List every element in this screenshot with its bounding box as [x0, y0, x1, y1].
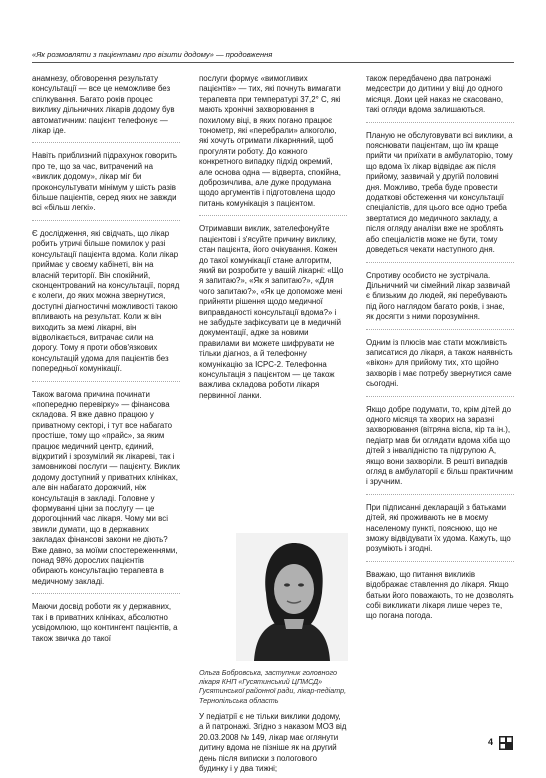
paragraph: Одним із плюсів має стати можливість записатися до лікаря, а також наявність «вікон» для прийому тих, хто щойно захворів і має потребу звернутися саме сьогодні.: [366, 338, 514, 397]
column-2: [199, 74, 347, 415]
paragraph: Навіть приблизний підрахунок говорить про те, що за час, витрачений на «виклик додому», лікар міг би проконсультувати мінімум у шість разів більше пацієнтів, серед яких не завжди всі «більш легкі».: [32, 151, 180, 220]
paragraph: Отримавши виклик, зателефонуйте пацієнтові і з'ясуйте причину виклику, стан пацієнта, його очікування. Кожен до такої комунікації стане алгоритм, який ви розробите у вашій лікарні: «Що я запитаю?», «Як я запитаю?», «Для чого запитаю?», «Як це допоможе мені прийняти рішення щодо медичної виправданості консультації вдома?» і не забудьте зафіксувати це в медичній документації, адже за новими правилами ви можете шифрувати не тільки діагноз, а й телефонну комунікацію за ICPC-2. Телефонна консультація з пацієнтом — це також важлива складова роботи лікаря первинної ланки.: [199, 224, 344, 400]
paragraph: також передбачено два патронажі медсестри до дитини у віці до одного місяця. Доки цей наказ не скасовано, такі огляди вдома залишаються.: [366, 74, 514, 123]
paragraph: Спротиву особисто не зустрічала. Дільничний чи сімейний лікар зазвичай є близьким до людей, які перебувають під його наглядом багато років, і знає, як досягти з ними порозуміння.: [366, 271, 514, 330]
portrait-photo: [236, 533, 348, 661]
column-3: [366, 74, 514, 636]
paragraph: послуги формує «вимогливих пацієнтів» — тих, які почнуть вимагати терапевта при температурі 37,2° С, які мають хронічні захворювання в похилому віці, в яких погано працює тонометр, які «перебрали» алкоголю, які хочуть отримати лікарняний, щоб прогуляти роботу. До кожного конкретного випадку підхід окремий, але основа одна — відверта, спокійна, доброзичлива, але дуже продумана щодо аргументів і підготовлена щодо питань комунікація з пацієнтом.: [199, 74, 347, 216]
column-1: [32, 74, 180, 658]
paragraph: Також вагома причина починати «попередню перевірку» — фінансова складова. Я вже давно працюю у приватному секторі, і тут все набагато простіше, тому що «прайс», за яким працює медичний центр, єдиний, відкритий і зрозумілий як лікареві, так і замовникові послуги — пацієнту. Виклик додому доступний у приватних клініках, але він набагато дорожчий, ніж консультація в закладі. Головне у формуванні ціни за послугу — це дорогоцінний час лікаря. Чому ми всі звикли думати, що в державних закладах фінансові закони не діють? Вже давно, за моїми спостереженнями, понад 98% дорослих пацієнтів обирають консультацію терапевта в медичному закладі.: [32, 390, 180, 595]
running-header: «Як розмовляти з пацієнтами про візити додому» — продовження: [32, 50, 273, 59]
paragraph: анамнезу, обговорення результату консультації — все це неможливе без спілкування. Багато років процес виклику дільничних лікарів додому був автоматичним: пацієнт телефонує — лікар іде.: [32, 74, 180, 143]
paragraph: У педіатрії є не тільки виклики додому, а й патронажі. Згідно з наказом МОЗ від 20.03.2008 № 149, лікар має оглянути дитину вдома не пізніше як на другий день після виписки з пологового будинку і у два тижні;: [199, 712, 347, 774]
photo-caption: Ольга Бобровська, заступник головного лікаря КНП «Гусятинський ЦПМСД» Гусятинської районної ради, лікар-педіатр, Тернопільська область: [199, 668, 347, 705]
grid-corner-icon: [499, 736, 513, 750]
header-divider: [32, 62, 514, 63]
paragraph: При підписанні декларацій з батьками дітей, які проживають не в моєму населеному пункті, пояснюю, що не зможу відвідувати їх удома. Кажуть, що розуміють і згодні.: [366, 503, 514, 562]
portrait-photo-icon: [236, 533, 348, 661]
paragraph: Вважаю, що питання викликів відображає ставлення до лікаря. Якщо батьки його поважають, то не дозволять собі викликати лікаря лише через те, що погана погода.: [366, 569, 514, 621]
page-number: 4: [488, 737, 494, 747]
paragraph: Є дослідження, які свідчать, що лікар робить утричі більше помилок у разі консультації пацієнта вдома. Коли лікар приймає у своєму кабінеті, він на власній території. Він спокійний, сконцентрований на консультації, поряд є колеги, до яких можна звернутися, доступні діагностичні можливості такою впливають на результат. Коли ж він виходить за межі лікарні, він відволікається, витрачає сили на дорогу. Тому я проти обов'язкових консультацій удома для пацієнтів без попередньої комунікації.: [32, 229, 180, 382]
paragraph: Планую не обслуговувати всі виклики, а пояснювати пацієнтам, що їм краще прийти чи приїхати в амбулаторію, тому що вдома їх лікар відвідає аж після прийому, зазвичай у другій половині дня. Можливо, треба буде провести додаткові обстеження чи консультації спеціалістів, для цього все одно треба звертатися до медичного закладу, а після огляду аналізи вже не зроблять або спеціалістів може не бути, тому доведеться чекати наступного дня.: [366, 131, 514, 263]
column-2-bottom: [199, 712, 347, 774]
paragraph: Маючи досвід роботи як у державних, так і в приватних клініках, абсолютно усвідомлюю, що контингент пацієнтів, а також звичка до такої: [32, 602, 178, 643]
paragraph: Якщо добре подумати, то, крім дітей до одного місяця та хворих на заразні захворювання (вітряна віспа, кір та ін.), педіатр мав би оглядати вдома хіба що дітей з інвалідністю та підгрупою А, якщо вони захворіли. В решті випадків огляд в амбулаторії є більш практичним і зручним.: [366, 405, 514, 495]
